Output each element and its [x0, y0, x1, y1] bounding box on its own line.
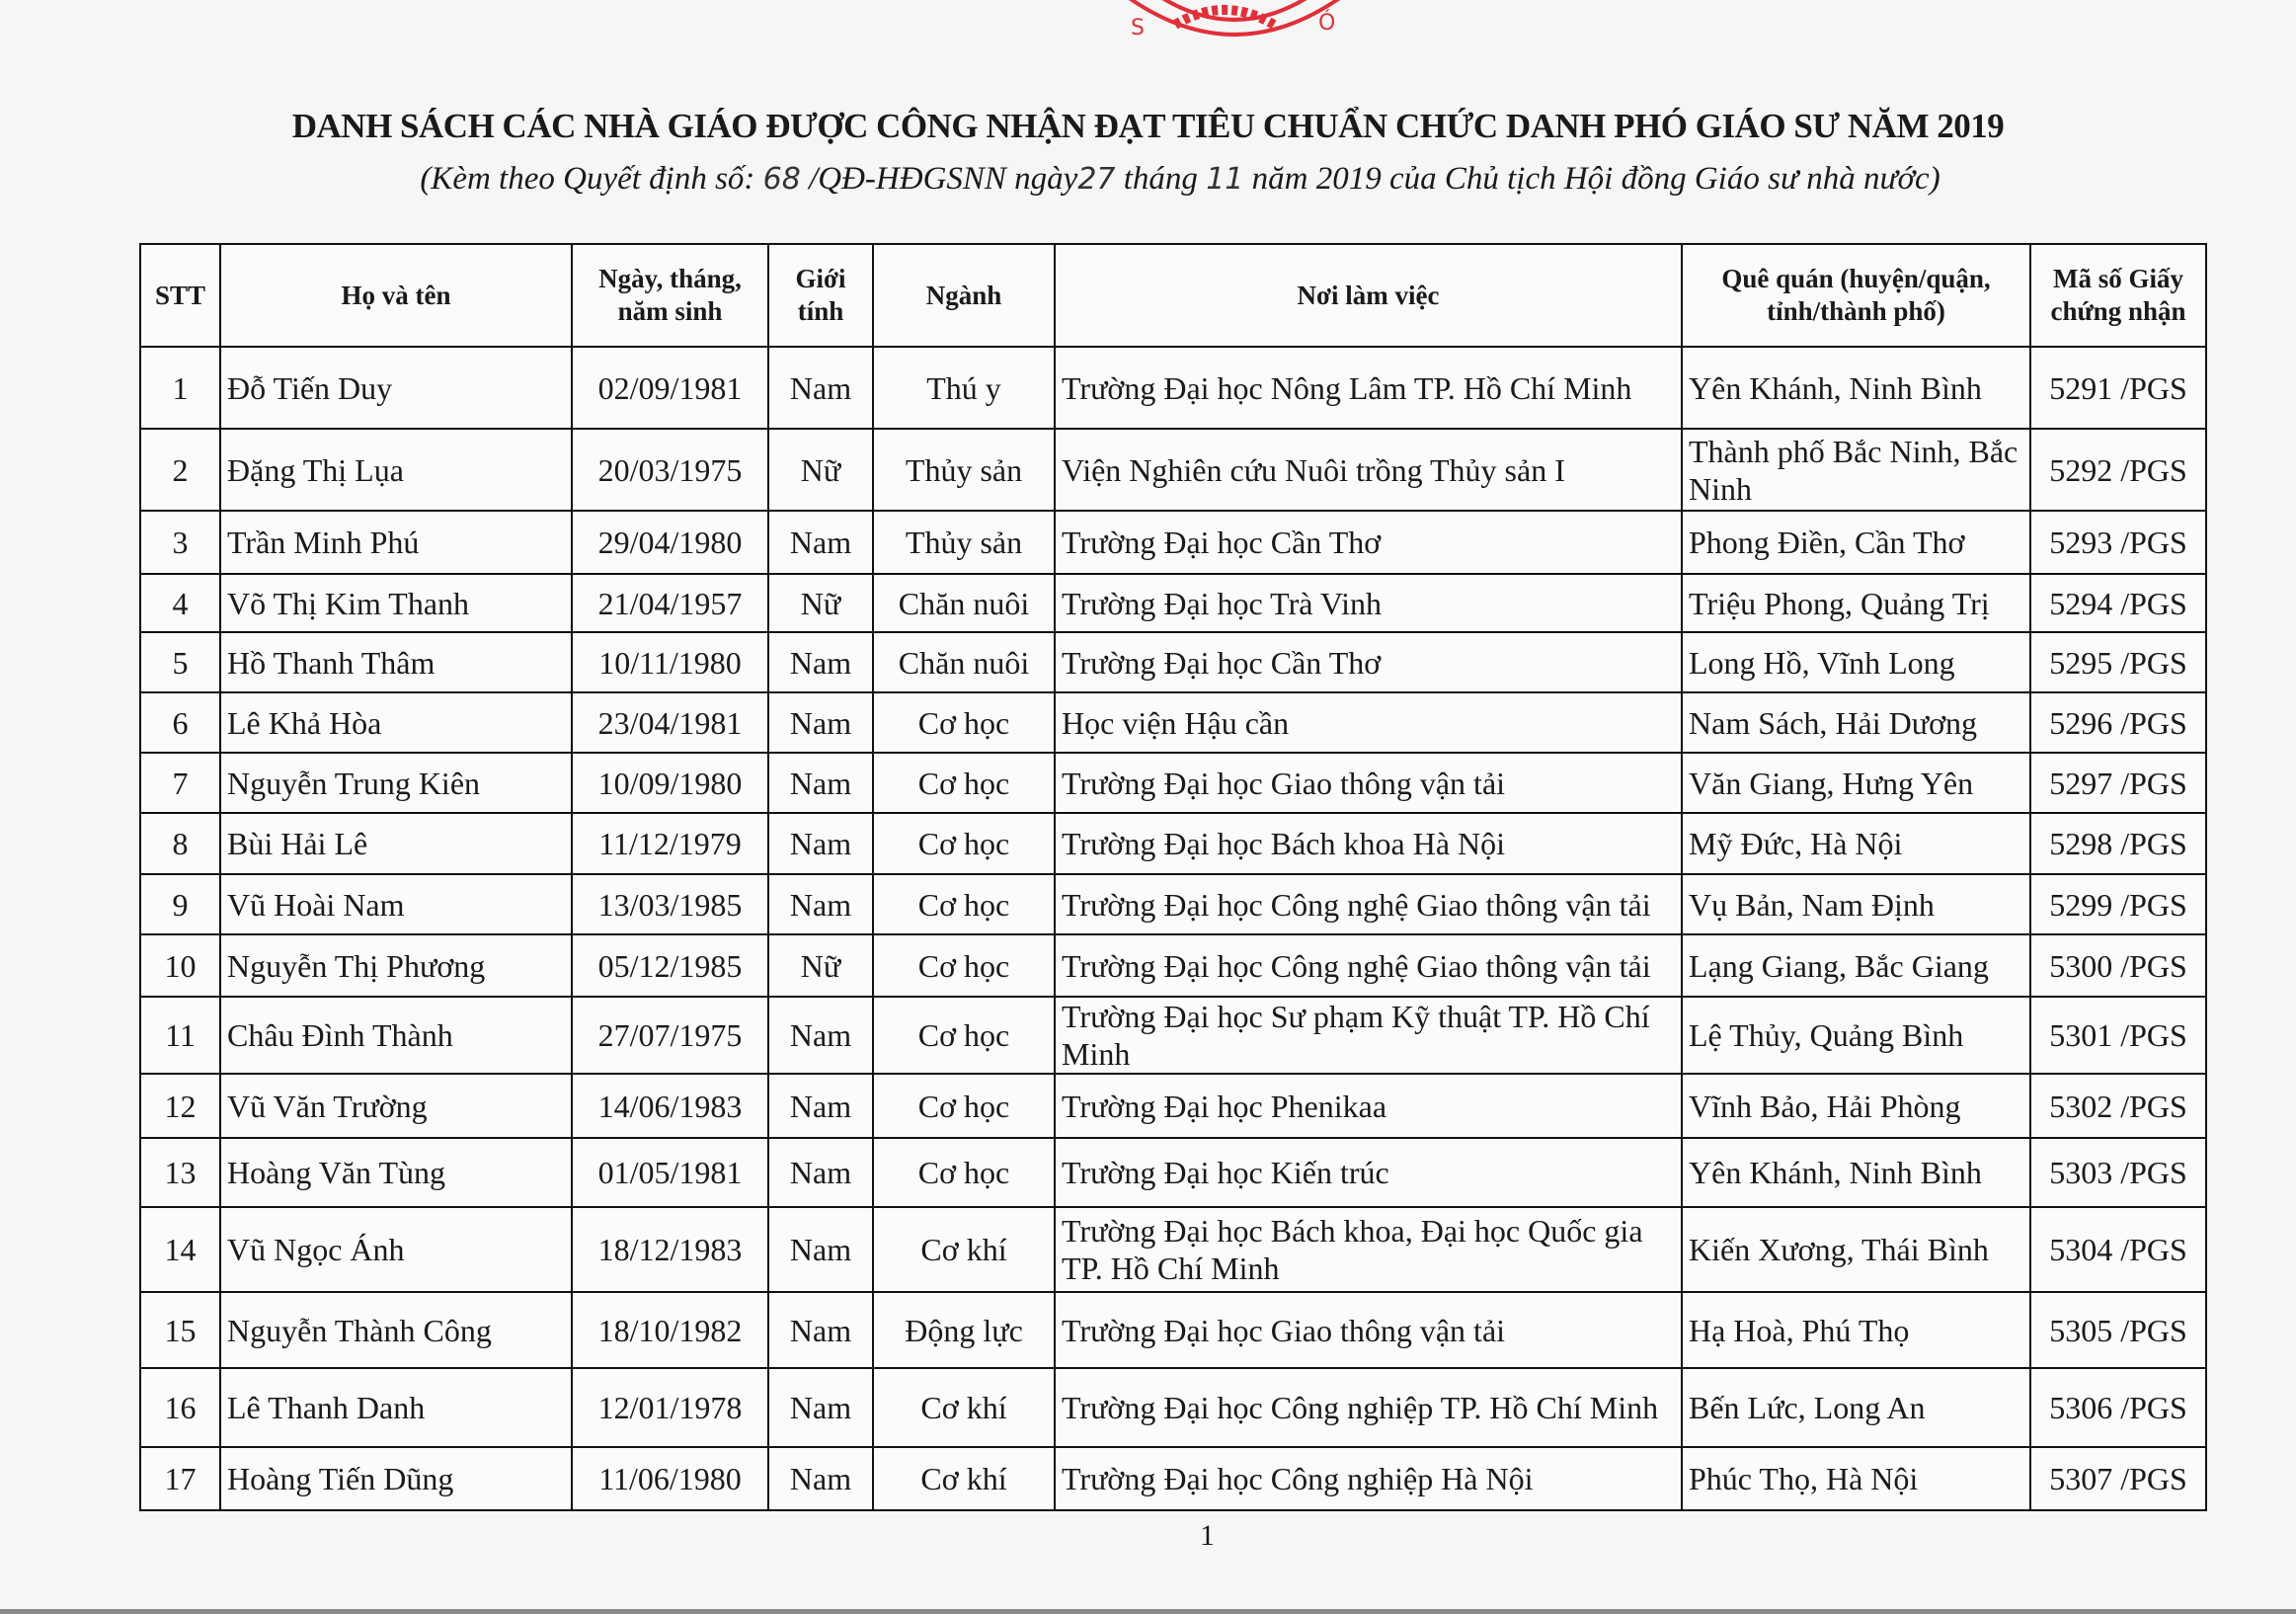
row-workplace: Trường Đại học Cần Thơ: [1055, 632, 1682, 692]
header-gender: Giới tính: [768, 244, 873, 347]
table-row: [140, 1368, 2206, 1447]
row-certificate-code: 5305 /PGS: [2030, 1292, 2206, 1368]
row-workplace: Trường Đại học Phenikaa: [1055, 1074, 1682, 1138]
row-hometown: Hạ Hoà, Phú Thọ: [1682, 1292, 2030, 1368]
row-hometown: Nam Sách, Hải Dương: [1682, 692, 2030, 753]
row-name: Nguyễn Trung Kiên: [220, 753, 572, 813]
table-row: [140, 574, 2206, 632]
row-dob: 29/04/1980: [572, 511, 768, 574]
table-row: [140, 429, 2206, 511]
row-field: Cơ khí: [873, 1207, 1055, 1292]
header-workplace: Nơi làm việc: [1055, 244, 1682, 347]
row-dob: 21/04/1957: [572, 574, 768, 632]
row-workplace: Trường Đại học Công nghiệp Hà Nội: [1055, 1447, 1682, 1510]
row-gender: Nam: [768, 813, 873, 874]
row-stt: 8: [140, 813, 220, 874]
row-hometown: Văn Giang, Hưng Yên: [1682, 753, 2030, 813]
row-stt: 4: [140, 574, 220, 632]
row-dob: 11/06/1980: [572, 1447, 768, 1510]
row-hometown: Thành phố Bắc Ninh, Bắc Ninh: [1682, 429, 2030, 511]
row-hometown: Long Hồ, Vĩnh Long: [1682, 632, 2030, 692]
row-certificate-code: 5291 /PGS: [2030, 347, 2206, 429]
row-dob: 14/06/1983: [572, 1074, 768, 1138]
row-gender: Nữ: [768, 934, 873, 997]
row-name: Hoàng Văn Tùng: [220, 1138, 572, 1207]
row-field: Chăn nuôi: [873, 632, 1055, 692]
row-hometown: Kiến Xương, Thái Bình: [1682, 1207, 2030, 1292]
row-stt: 17: [140, 1447, 220, 1510]
decision-number: 68: [762, 162, 801, 197]
table-row: [140, 997, 2206, 1074]
row-certificate-code: 5302 /PGS: [2030, 1074, 2206, 1138]
table-row: [140, 1138, 2206, 1207]
row-field: Cơ học: [873, 997, 1055, 1074]
row-hometown: Bến Lức, Long An: [1682, 1368, 2030, 1447]
row-gender: Nữ: [768, 574, 873, 632]
official-seal-stamp: [1086, 0, 1383, 49]
row-workplace: Trường Đại học Giao thông vận tải: [1055, 1292, 1682, 1368]
table-row: [140, 934, 2206, 997]
row-workplace: Trường Đại học Sư phạm Kỹ thuật TP. Hồ Chí Minh: [1055, 997, 1682, 1074]
row-name: Đặng Thị Lụa: [220, 429, 572, 511]
table-row: [140, 1447, 2206, 1510]
scan-edge: [0, 1609, 2296, 1614]
row-gender: Nam: [768, 347, 873, 429]
row-dob: 05/12/1985: [572, 934, 768, 997]
row-hometown: Vĩnh Bảo, Hải Phòng: [1682, 1074, 2030, 1138]
row-dob: 02/09/1981: [572, 347, 768, 429]
subtitle-mid1: /QĐ-HĐGSNN ngày: [800, 161, 1078, 197]
row-field: Cơ học: [873, 813, 1055, 874]
row-hometown: Yên Khánh, Ninh Bình: [1682, 347, 2030, 429]
row-workplace: Trường Đại học Trà Vinh: [1055, 574, 1682, 632]
row-certificate-code: 5293 /PGS: [2030, 511, 2206, 574]
row-field: Cơ học: [873, 753, 1055, 813]
row-name: Vũ Văn Trường: [220, 1074, 572, 1138]
decision-month: 11: [1206, 162, 1244, 197]
row-gender: Nam: [768, 1292, 873, 1368]
row-workplace: Trường Đại học Công nghệ Giao thông vận tải: [1055, 934, 1682, 997]
row-gender: Nam: [768, 874, 873, 934]
header-stt: STT: [140, 244, 220, 347]
row-dob: 27/07/1975: [572, 997, 768, 1074]
row-name: Lê Khả Hòa: [220, 692, 572, 753]
svg-text:S: S: [1131, 16, 1145, 40]
row-dob: 13/03/1985: [572, 874, 768, 934]
row-workplace: Trường Đại học Công nghiệp TP. Hồ Chí Minh: [1055, 1368, 1682, 1447]
page-number: 1: [1200, 1519, 1215, 1552]
row-name: Hoàng Tiến Dũng: [220, 1447, 572, 1510]
row-name: Châu Đình Thành: [220, 997, 572, 1074]
row-hometown: Lệ Thủy, Quảng Bình: [1682, 997, 2030, 1074]
row-name: Đỗ Tiến Duy: [220, 347, 572, 429]
row-certificate-code: 5306 /PGS: [2030, 1368, 2206, 1447]
row-workplace: Trường Đại học Bách khoa, Đại học Quốc gia TP. Hồ Chí Minh: [1055, 1207, 1682, 1292]
row-name: Trần Minh Phú: [220, 511, 572, 574]
table-row: [140, 511, 2206, 574]
row-field: Cơ khí: [873, 1368, 1055, 1447]
row-gender: Nam: [768, 632, 873, 692]
row-workplace: Trường Đại học Công nghệ Giao thông vận tải: [1055, 874, 1682, 934]
row-field: Cơ khí: [873, 1447, 1055, 1510]
row-field: Cơ học: [873, 1138, 1055, 1207]
row-workplace: Viện Nghiên cứu Nuôi trồng Thủy sản I: [1055, 429, 1682, 511]
professor-list-table: [139, 243, 2207, 1511]
row-dob: 12/01/1978: [572, 1368, 768, 1447]
row-certificate-code: 5292 /PGS: [2030, 429, 2206, 511]
table-row: [140, 1207, 2206, 1292]
row-gender: Nam: [768, 1207, 873, 1292]
row-gender: Nam: [768, 997, 873, 1074]
row-certificate-code: 5301 /PGS: [2030, 997, 2206, 1074]
row-name: Võ Thị Kim Thanh: [220, 574, 572, 632]
document-subtitle: [0, 161, 2296, 198]
table-row: [140, 632, 2206, 692]
row-certificate-code: 5294 /PGS: [2030, 574, 2206, 632]
row-gender: Nam: [768, 753, 873, 813]
row-stt: 9: [140, 874, 220, 934]
row-certificate-code: 5296 /PGS: [2030, 692, 2206, 753]
row-name: Lê Thanh Danh: [220, 1368, 572, 1447]
row-workplace: Học viện Hậu cần: [1055, 692, 1682, 753]
row-gender: Nữ: [768, 429, 873, 511]
row-stt: 12: [140, 1074, 220, 1138]
row-gender: Nam: [768, 1074, 873, 1138]
row-hometown: Yên Khánh, Ninh Bình: [1682, 1138, 2030, 1207]
row-certificate-code: 5297 /PGS: [2030, 753, 2206, 813]
subtitle-suffix: năm 2019 của Chủ tịch Hội đồng Giáo sư nhà nước): [1243, 161, 1940, 197]
row-certificate-code: 5298 /PGS: [2030, 813, 2206, 874]
row-stt: 3: [140, 511, 220, 574]
table-row: [140, 347, 2206, 429]
row-workplace: Trường Đại học Cần Thơ: [1055, 511, 1682, 574]
row-stt: 2: [140, 429, 220, 511]
row-stt: 10: [140, 934, 220, 997]
row-stt: 11: [140, 997, 220, 1074]
svg-text:Ó: Ó: [1318, 11, 1336, 36]
row-workplace: Trường Đại học Giao thông vận tải: [1055, 753, 1682, 813]
row-gender: Nam: [768, 511, 873, 574]
row-name: Nguyễn Thành Công: [220, 1292, 572, 1368]
header-dob: Ngày, tháng, năm sinh: [572, 244, 768, 347]
row-hometown: Mỹ Đức, Hà Nội: [1682, 813, 2030, 874]
row-certificate-code: 5307 /PGS: [2030, 1447, 2206, 1510]
row-stt: 14: [140, 1207, 220, 1292]
header-hometown: Quê quán (huyện/quận, tỉnh/thành phố): [1682, 244, 2030, 347]
row-hometown: Triệu Phong, Quảng Trị: [1682, 574, 2030, 632]
row-dob: 10/11/1980: [572, 632, 768, 692]
row-gender: Nam: [768, 1138, 873, 1207]
row-field: Chăn nuôi: [873, 574, 1055, 632]
row-field: Thú y: [873, 347, 1055, 429]
row-workplace: Trường Đại học Bách khoa Hà Nội: [1055, 813, 1682, 874]
row-certificate-code: 5300 /PGS: [2030, 934, 2206, 997]
row-certificate-code: 5304 /PGS: [2030, 1207, 2206, 1292]
row-stt: 6: [140, 692, 220, 753]
table-row: [140, 874, 2206, 934]
row-dob: 18/12/1983: [572, 1207, 768, 1292]
row-field: Động lực: [873, 1292, 1055, 1368]
decision-day: 27: [1077, 162, 1116, 197]
subtitle-prefix: (Kèm theo Quyết định số:: [420, 161, 763, 197]
table-row: [140, 753, 2206, 813]
row-field: Cơ học: [873, 692, 1055, 753]
row-workplace: Trường Đại học Kiến trúc: [1055, 1138, 1682, 1207]
table-row: [140, 813, 2206, 874]
table-row: [140, 692, 2206, 753]
row-dob: 01/05/1981: [572, 1138, 768, 1207]
row-gender: Nam: [768, 692, 873, 753]
header-name: Họ và tên: [220, 244, 572, 347]
row-certificate-code: 5303 /PGS: [2030, 1138, 2206, 1207]
row-certificate-code: 5299 /PGS: [2030, 874, 2206, 934]
row-name: Hồ Thanh Thâm: [220, 632, 572, 692]
row-dob: 18/10/1982: [572, 1292, 768, 1368]
row-name: Vũ Ngọc Ánh: [220, 1207, 572, 1292]
row-certificate-code: 5295 /PGS: [2030, 632, 2206, 692]
row-gender: Nam: [768, 1447, 873, 1510]
row-field: Thủy sản: [873, 429, 1055, 511]
row-dob: 20/03/1975: [572, 429, 768, 511]
row-hometown: Lạng Giang, Bắc Giang: [1682, 934, 2030, 997]
row-name: Bùi Hải Lê: [220, 813, 572, 874]
row-hometown: Phong Điền, Cần Thơ: [1682, 511, 2030, 574]
row-dob: 23/04/1981: [572, 692, 768, 753]
row-stt: 13: [140, 1138, 220, 1207]
table-row: [140, 1074, 2206, 1138]
row-field: Cơ học: [873, 874, 1055, 934]
row-dob: 10/09/1980: [572, 753, 768, 813]
row-stt: 7: [140, 753, 220, 813]
header-field: Ngành: [873, 244, 1055, 347]
row-hometown: Vụ Bản, Nam Định: [1682, 874, 2030, 934]
subtitle-mid2: tháng: [1115, 161, 1207, 197]
row-field: Cơ học: [873, 1074, 1055, 1138]
row-hometown: Phúc Thọ, Hà Nội: [1682, 1447, 2030, 1510]
row-stt: 16: [140, 1368, 220, 1447]
row-gender: Nam: [768, 1368, 873, 1447]
row-stt: 5: [140, 632, 220, 692]
row-stt: 15: [140, 1292, 220, 1368]
table-row: [140, 1292, 2206, 1368]
row-stt: 1: [140, 347, 220, 429]
table-header-row: [140, 244, 2206, 347]
row-name: Nguyễn Thị Phương: [220, 934, 572, 997]
document-title: DANH SÁCH CÁC NHÀ GIÁO ĐƯỢC CÔNG NHẬN ĐẠT TIÊU CHUẨN CHỨC DANH PHÓ GIÁO SƯ NĂM 2019: [291, 107, 2005, 145]
row-dob: 11/12/1979: [572, 813, 768, 874]
row-field: Thủy sản: [873, 511, 1055, 574]
row-workplace: Trường Đại học Nông Lâm TP. Hồ Chí Minh: [1055, 347, 1682, 429]
row-name: Vũ Hoài Nam: [220, 874, 572, 934]
row-field: Cơ học: [873, 934, 1055, 997]
header-certificate-code: Mã số Giấy chứng nhận: [2030, 244, 2206, 347]
